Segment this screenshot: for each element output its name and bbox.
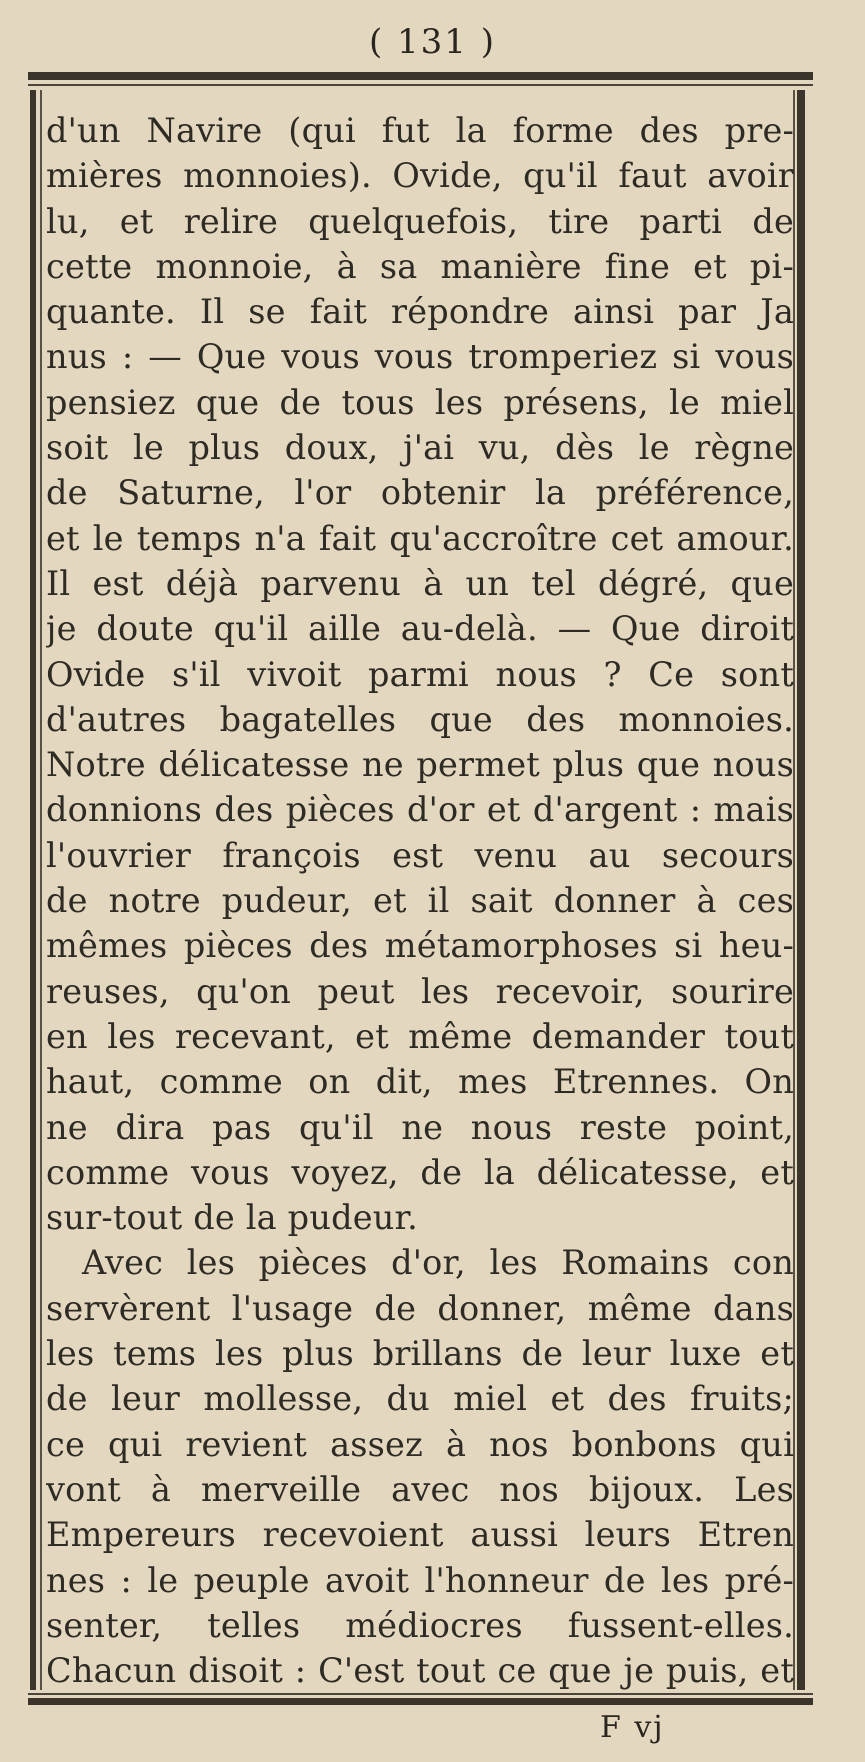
text-line: reuses, qu'on peut les recevoir, sourire (46, 971, 794, 1011)
text-line: de Saturne, l'or obtenir la préférence, (46, 473, 794, 513)
text-line: nus : — Que vous vous tromperiez si vous (46, 337, 794, 377)
text-line: donnions des pièces d'or et d'argent : mais (46, 790, 794, 830)
text-line: cette monnoie, à sa manière fine et pi- (46, 246, 794, 286)
text-line: senter, telles médiocres fussent-elles. (46, 1605, 794, 1645)
top-rule-thin (28, 84, 813, 86)
text-line: nes : le peuple avoit l'honneur de les pré- (46, 1560, 794, 1600)
text-line: soit le plus doux, j'ai vu, dès le règne (46, 428, 794, 468)
text-line: lu, et relire quelquefois, tire parti de (46, 201, 794, 241)
text-line: les tems les plus brillans de leur luxe et (46, 1334, 794, 1374)
top-rule (28, 72, 813, 80)
text-line: de notre pudeur, et il sait donner à ces (46, 881, 794, 921)
text-line: quante. Il se fait répondre ainsi par Ja (46, 292, 794, 332)
text-line: d'autres bagatelles que des monnoies. (46, 699, 794, 739)
text-line: Notre délicatesse ne permet plus que nous (46, 745, 794, 785)
text-line: d'un Navire (qui fut la forme des pre- (46, 111, 794, 150)
body-text (46, 108, 794, 1693)
text-line: Avec les pièces d'or, les Romains con (82, 1243, 794, 1283)
text-line: Ovide s'il vivoit parmi nous ? Ce sont (46, 654, 794, 694)
text-line: et le temps n'a fait qu'accroître cet amour. (46, 518, 794, 558)
text-line: Il est déjà parvenu à un tel dégré, que (46, 563, 794, 603)
bottom-rule-thin (28, 1693, 813, 1695)
text-line: mières monnoies). Ovide, qu'il faut avoir (46, 156, 794, 196)
bottom-rule (28, 1698, 813, 1705)
text-line: Empereurs recevoient aussi leurs Etren (46, 1515, 794, 1555)
signature-mark: F vj (600, 1710, 665, 1745)
text-line: mêmes pièces des métamorphoses si heu- (46, 926, 794, 966)
text-line: l'ouvrier françois est venu au secours (46, 835, 794, 875)
text-line: haut, comme on dit, mes Etrennes. On (46, 1062, 794, 1102)
text-line: servèrent l'usage de donner, même dans (46, 1288, 794, 1328)
text-line: ce qui revient assez à nos bonbons qui (46, 1424, 794, 1464)
text-line: pensiez que de tous les présens, le miel (46, 382, 794, 422)
text-line: en les recevant, et même demander tout (46, 1016, 794, 1056)
text-line: ne dira pas qu'il ne nous reste point, (46, 1107, 794, 1147)
text-line: comme vous voyez, de la délicatesse, et (46, 1152, 794, 1192)
text-line: Chacun disoit : C'est tout ce que je puis, et (46, 1651, 794, 1691)
text-line: de leur mollesse, du miel et des fruits; (46, 1379, 794, 1419)
page-number: ( 131 ) (368, 22, 497, 62)
text-line: sur-tout de la pudeur. (46, 1198, 418, 1238)
text-line: je doute qu'il aille au-delà. — Que diroit (46, 609, 794, 649)
text-line: vont à merveille avec nos bijoux. Les (46, 1469, 794, 1509)
